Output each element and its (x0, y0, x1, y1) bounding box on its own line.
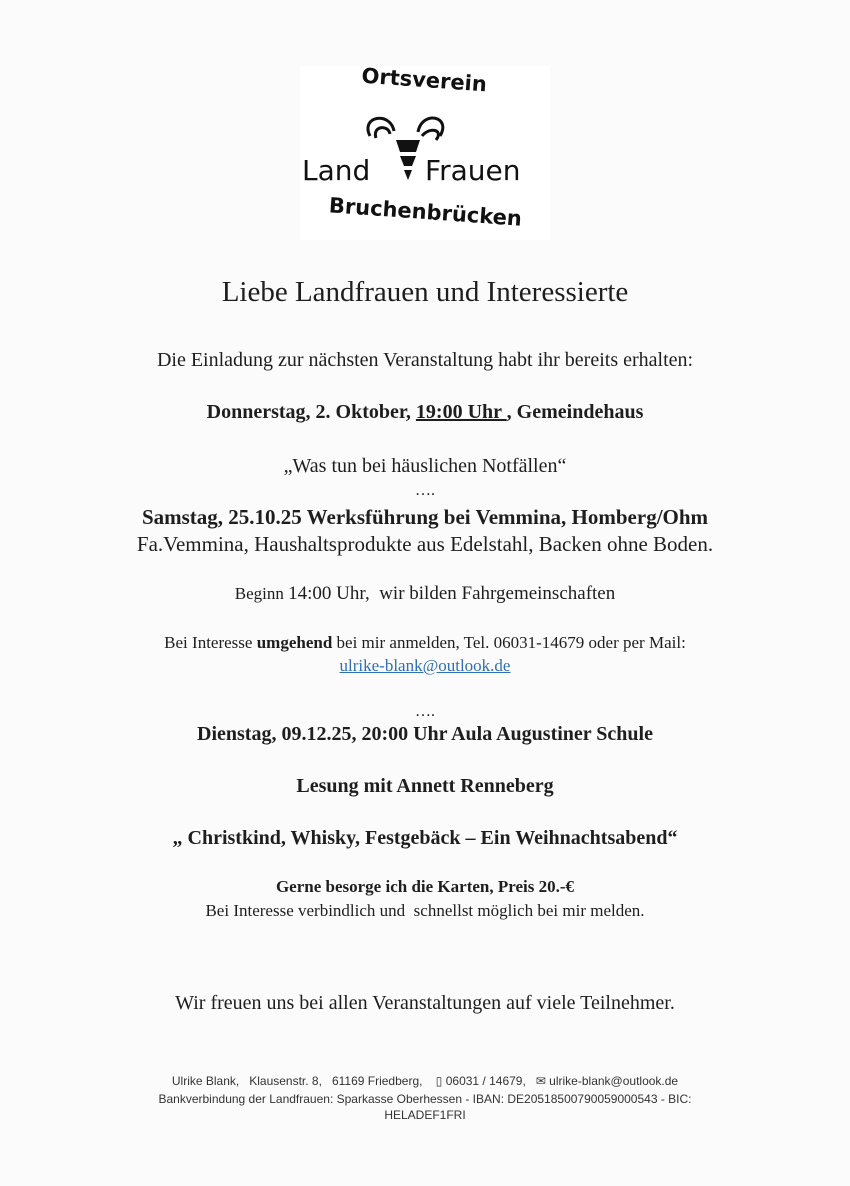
logo-ortsverein-text: Ortsverein (360, 63, 488, 97)
event3-reading: Lesung mit Annett Renneberg (296, 775, 554, 797)
logo-word-land: Land (302, 154, 371, 187)
event2-contact (0, 633, 850, 653)
greeting-heading: Liebe Landfrauen und Interessierte (221, 276, 629, 308)
logo-place-text: Bruchenbrücken (328, 193, 523, 231)
contact-post: bei mir anmelden, Tel. 06031-14679 oder per Mail: (332, 633, 686, 652)
event3-note: Bei Interesse verbindlich und schnellst möglich bei mir melden. (205, 901, 645, 920)
event3-title: Dienstag, 09.12.25, 20:00 Uhr Aula Augustiner Schule (197, 723, 653, 745)
event2-begin-label: Beginn (234, 584, 289, 603)
separator-dots-2: …. (415, 703, 435, 720)
contact-urgent: umgehend (256, 633, 333, 652)
event1-place: , Gemeindehaus (506, 401, 644, 423)
landfrauen-logo (300, 63, 550, 240)
intro-text: Die Einladung zur nächsten Veranstaltung habt ihr bereits erhalten: (156, 349, 694, 371)
event3-tickets: Gerne besorge ich die Karten, Preis 20.-€ (275, 877, 575, 896)
event1-topic: „Was tun bei häuslichen Notfällen“ (283, 455, 567, 477)
event2-begin (0, 583, 850, 605)
email-link[interactable]: ulrike-blank@outlook.de (339, 656, 511, 675)
logo-landfrauen (300, 154, 550, 194)
contact-pre: Bei Interesse (164, 633, 257, 652)
event1-time: 19:00 Uhr (415, 401, 507, 423)
event3-book-title: „ Christkind, Whisky, Festgebäck – Ein Weihnachtsabend“ (172, 827, 678, 849)
closing-text: Wir freuen uns bei allen Veranstaltungen auf viele Teilnehmer. (175, 992, 675, 1014)
event1-line (0, 401, 850, 424)
event1-date: Donnerstag, 2. Oktober, (206, 401, 416, 423)
event2-begin-time: 14:00 Uhr, (288, 583, 370, 604)
footer-contact: Ulrike Blank, Klausenstr. 8, 61169 Friedberg, ▯ 06031 / 14679, ✉ ulrike-blank@outlook.de (171, 1074, 679, 1088)
footer-bank: Bankverbindung der Landfrauen: Sparkasse Oberhessen - IBAN: DE20518500790059000543 - BIC: HELADEF1FRI (158, 1092, 692, 1122)
event2-title: Samstag, 25.10.25 Werksführung bei Vemmina, Homberg/Ohm (141, 505, 709, 529)
event2-description: Fa.Vemmina, Haushaltsprodukte aus Edelstahl, Backen ohne Boden. (136, 532, 714, 556)
separator-dots: …. (415, 482, 435, 499)
logo-word-frauen: Frauen (425, 154, 521, 187)
event2-begin-rest: wir bilden Fahrgemeinschaften (369, 583, 616, 604)
